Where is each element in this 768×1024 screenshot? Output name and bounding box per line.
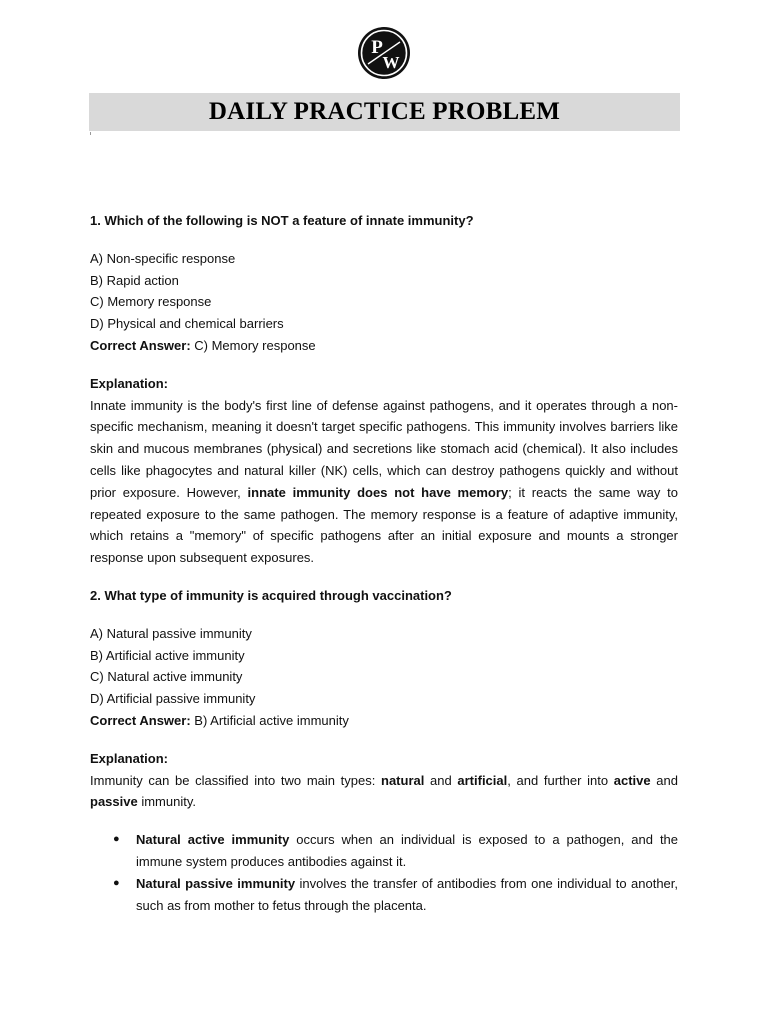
intro-bold-passive: passive	[90, 794, 138, 810]
q2-explanation-intro	[90, 770, 678, 814]
logo-letter-w: W	[382, 53, 400, 72]
q2-option-a: A) Natural passive immunity	[90, 625, 252, 641]
q2-correct-answer	[90, 710, 678, 732]
divider-mark	[90, 132, 91, 135]
page-title: DAILY PRACTICE PROBLEM	[208, 98, 561, 125]
list-item	[136, 873, 678, 917]
q1-explanation-bold: innate immunity does not have memory	[247, 484, 509, 500]
q1-explanation-text	[90, 395, 678, 569]
intro-text: Immunity can be classified into two main types:	[90, 772, 382, 788]
q1-explanation-part2: ; it reacts the same way to repeated exposure to the same pathogen. The memory response is a feature of adaptive immunity, which retains a "memory" of specific pathogens after an initial exposure and mounts a stronger response upon subsequent exposures.	[90, 484, 678, 566]
bullet-text: involves the transfer of antibodies from one individual to another, such as from mother to fetus through the placenta.	[136, 875, 679, 913]
bullet-bold-term: Natural active immunity	[136, 832, 290, 848]
logo-letter-p: P	[371, 37, 383, 58]
intro-text: and	[424, 772, 458, 788]
q1-explanation-part1: Innate immunity is the body's first line of defense against pathogens, and it operates through a non-specific mechanism, meaning it doesn't target specific pathogens. This immunity involves barriers like skin and mucous membranes (physical) and secretions like stomach acid (chemical). It also includes cells like phagocytes and natural killer (NK) cells, which can destroy pathogens quickly and without prior exposure. However,	[90, 397, 678, 500]
q1-correct-answer	[90, 335, 678, 357]
intro-bold-natural: natural	[381, 772, 425, 788]
question-1-title: 1. Which of the following is NOT a feature of innate immunity?	[90, 213, 474, 228]
q2-answer-value: B) Artificial active immunity	[190, 712, 349, 728]
q1-answer-label: Correct Answer:	[90, 337, 191, 353]
document-body	[90, 210, 678, 916]
pw-logo	[357, 26, 411, 80]
title-banner	[89, 93, 680, 131]
intro-bold-artificial: artificial	[457, 772, 508, 788]
q2-option-d: D) Artificial passive immunity	[90, 691, 256, 707]
q2-option-c: C) Natural active immunity	[90, 669, 243, 685]
intro-text: and	[650, 772, 678, 788]
intro-text: immunity.	[137, 794, 196, 810]
bullet-text: occurs when an individual is exposed to a pathogen, and the immune system produces antibodies against it.	[136, 832, 679, 869]
bullet-bold-term: Natural passive immunity	[136, 875, 296, 891]
question-2-title: 2. What type of immunity is acquired through vaccination?	[90, 587, 452, 603]
q2-explanation-label: Explanation:	[90, 750, 169, 766]
q1-option-b: B) Rapid action	[90, 272, 179, 288]
q1-answer-value: C) Memory response	[190, 337, 316, 353]
q2-answer-label: Correct Answer:	[90, 712, 191, 728]
intro-text: , and further into	[507, 772, 614, 788]
immunity-types-list	[90, 829, 678, 916]
q1-option-c: C) Memory response	[90, 294, 212, 310]
q1-explanation-label: Explanation:	[90, 375, 169, 391]
q2-option-b: B) Artificial active immunity	[90, 647, 245, 663]
intro-bold-active: active	[613, 772, 651, 788]
q1-option-a: A) Non-specific response	[90, 250, 236, 266]
list-item	[136, 829, 678, 873]
q1-option-d: D) Physical and chemical barriers	[90, 316, 284, 332]
pw-logo-mark	[357, 26, 411, 80]
